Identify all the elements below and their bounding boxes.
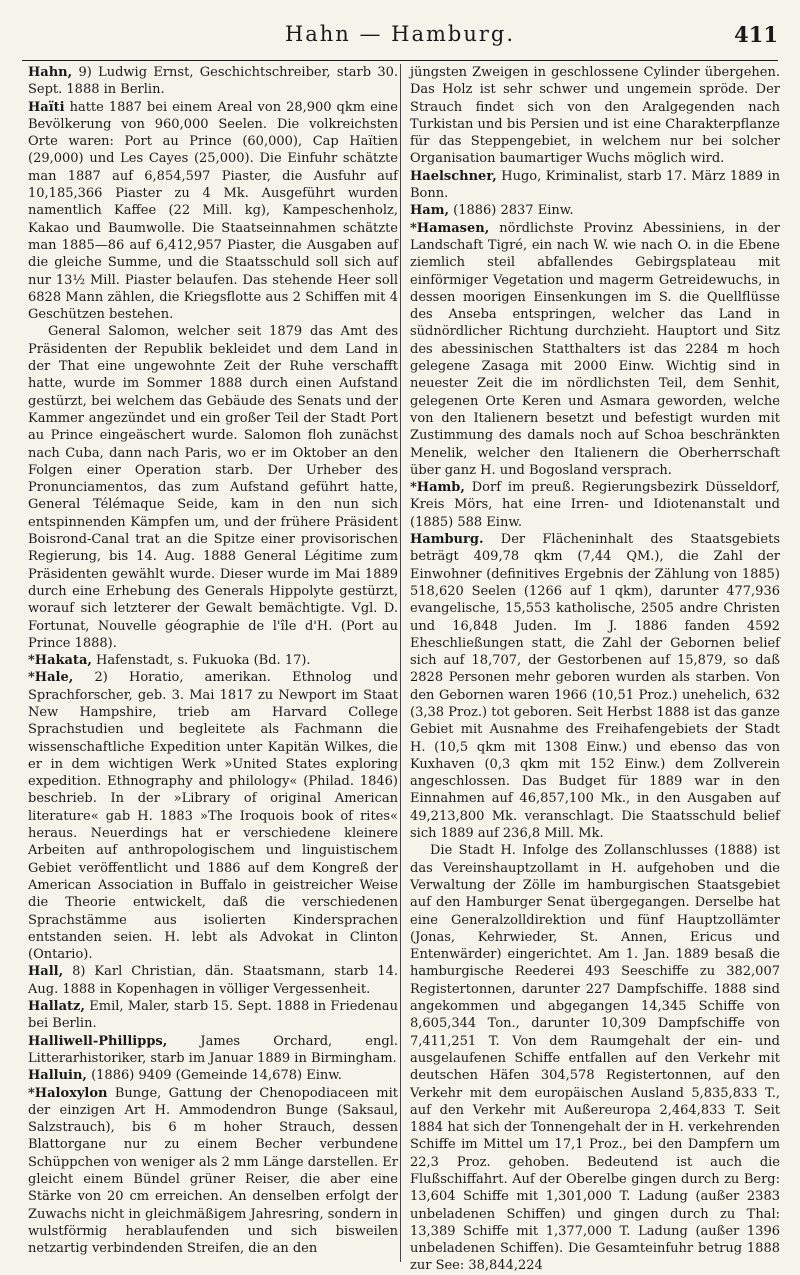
dictionary-entry bbox=[410, 531, 780, 842]
dictionary-entry bbox=[28, 963, 398, 998]
dictionary-entry bbox=[28, 652, 398, 669]
entry-text: hatte 1887 bei einem Areal von 28,900 qkm eine Bevölkerung von 960,000 Seelen. Die volkreichsten Orte waren: Port au Prince (60,000), Cap Haïtien (29,000) und Les Cayes (25,000). Die Einfuhr schätzte man 1887 auf 6,854,597 Piaster, die Ausfuhr auf 10,185,366 Piaster zu 4 Mk. Ausgeführt wurden namentlich Kaffee (22 Mill. kg), Kampeschenholz, Kakao und Baumwolle. Die Staatseinnahmen schätzte man 1885—86 auf 6,412,957 Piaster, die Ausgaben auf die gleiche Summe, und die Staatsschuld soll sich auf nur 13½ Mill. Piaster belaufen. Das stehende Heer soll 6828 Mann zählen, die Kriegsflotte aus 2 Schiffen mit 4 Geschützen bestehen. bbox=[28, 99, 398, 323]
dictionary-entry bbox=[410, 479, 780, 531]
entry-text: Der Flächeninhalt des Staatsgebiets beträgt 409,78 qkm (7,44 QM.), die Zahl der Einwohner (definitives Ergebnis der Zählung von 1885) 518,620 Seelen (1266 auf 1 qkm), darunter 477,936 evangelische, 15,553 katholische, 2505 andre Christen und 16,848 Juden. Im J. 1886 fanden 4592 Eheschließungen statt, die Zahl der Gebornen belief sich auf 18,707, der Gestorbenen auf 15,879, so daß 2828 Personen mehr geboren wurden als starben. Von den Gebornen waren 1966 (10,51 Proz.) unehelich, 632 (3,38 Proz.) tot geboren. Seit Herbst 1888 ist das ganze Gebiet mit Ausnahme des Freihafengebiets der Stadt H. (10,5 qkm mit 1308 Einw.) und ebenso das von Kuxhaven (0,3 qkm mit 152 Einw.) dem Zollverein angeschlossen. Das Budget für 1889 war in den Einnahmen auf 46,857,100 Mk., in den Ausgaben auf 49,213,800 Mk. veranschlagt. Die Staatsschuld belief sich 1889 auf 236,8 Mill. Mk. bbox=[410, 532, 780, 842]
dictionary-entry bbox=[28, 99, 398, 324]
entry-text: jüngsten Zweigen in geschlossene Cylinder übergehen. Das Holz ist sehr schwer und ungemein spröde. Der Strauch findet sich von den Aralgegenden nach Turkistan und bis Persien und ist eine Charakterpflanze für das Steppengebiet, in welchem nur bei solcher Organisation baumartiger Wuchs möglich wird. bbox=[410, 65, 780, 167]
dictionary-entry bbox=[28, 64, 398, 99]
dictionary-entry bbox=[28, 669, 398, 963]
header-rule bbox=[22, 60, 778, 61]
entry-headword: *Hale, bbox=[28, 670, 74, 686]
page-number: 411 bbox=[734, 22, 778, 47]
right-column bbox=[410, 64, 780, 1274]
entry-text: Dorf im preuß. Regierungsbezirk Düsseldorf, Kreis Mörs, hat eine Irren- und Idiotenanstalt und (1885) 588 Einw. bbox=[410, 480, 780, 530]
dictionary-entry bbox=[28, 1067, 398, 1084]
entry-headword: Haelschner, bbox=[410, 168, 497, 184]
entry-text: General Salomon, welcher seit 1879 das Amt des Präsidenten der Republik bekleidet und dem Land in der That eine ungewohnte Zeit der Ruhe verschafft hatte, wurde im Sommer 1888 durch einen Aufstand gestürzt, bei welchem das Gebäude des Senats und der Kammer angezündet und ein großer Teil der Stadt Port au Prince eingeäschert wurde. Salomon floh zunächst nach Cuba, dann nach Paris, wo er im Oktober an den Folgen einer Operation starb. Der Urheber des Pronunciamentos, das zum Aufstand geführt hatte, General Télémaque Seide, kam in den nun sich entspinnenden Kämpfen um, und der frühere Präsident Boisrond-Canal trat an die Spitze einer provisorischen Regierung, bis 14. Aug. 1888 General Légitime zum Präsidenten gewählt wurde. Dieser wurde im Mai 1889 durch eine Erhebung des Generals Hippolyte gestürzt, worauf sich letzterer der Gewalt bemächtigte. Vgl. D. Fortunat, Nouvelle géographie de l'île d'H. (Port au Prince 1888). bbox=[28, 324, 398, 651]
dictionary-entry bbox=[410, 220, 780, 479]
entry-text: James Orchard, engl. Litterarhistoriker, starb im Januar 1889 in Birmingham. bbox=[28, 1033, 398, 1066]
entry-text: (1886) 2837 Einw. bbox=[449, 203, 574, 219]
entry-headword: *Hamasen, bbox=[410, 220, 490, 236]
entry-headword: Halluin, bbox=[28, 1068, 87, 1084]
entry-text: nördlichste Provinz Abessiniens, in der Landschaft Tigré, ein nach W. wie nach O. in die Ebene ziemlich steil abfallendes Gebirgsplateau mit einförmiger Vegetation und magerm Getreidewuchs, in dessen moorigen Einsenkungen im S. die Quellflüsse des Anseba entspringen, welcher das Land in südnördlicher Richtung durchzieht. Hauptort und Sitz des abessinischen Statthalters ist das 2284 m hoch gelegene Zasaga mit 2000 Einw. Wichtig sind in neuester Zeit die im nördlichsten Teil, dem Senhit, gelegenen Orte Keren und Asmara geworden, welche von den Italienern besetzt und befestigt wurden mit Zustimmung des damals noch auf Schoa beschränkten Menelik, welcher den Italienern die Oberherrschaft über ganz H. und Bogosland versprach. bbox=[410, 220, 780, 478]
column-divider bbox=[400, 64, 401, 1262]
entry-headword: Halliwell-Phillipps, bbox=[28, 1033, 168, 1049]
dictionary-entry bbox=[410, 64, 780, 168]
entry-text: Die Stadt H. Infolge des Zollanschlusses (1888) ist das Vereinshauptzollamt in H. aufgehoben und die Verwaltung der Zölle im hamburgischen Staatsgebiet auf den Hamburger Senat übergegangen. Derselbe hat eine Generalzolldirektion und fünf Hauptzollämter (Jonas, Kehrwieder, St. Annen, Ericus und Entenwärder) eingerichtet. Am 1. Jan. 1889 besaß die hamburgische Reederei 493 Seeschiffe zu 382,007 Registertonnen, darunter 227 Dampfschiffe. 1888 sind angekommen und abgegangen 14,345 Schiffe von 8,605,344 Ton., darunter 10,309 Dampfschiffe von 7,411,251 T. Von dem Raumgehalt der ein- und ausgelaufenen Schiffe entfallen auf den Verkehr mit deutschen Häfen 304,578 Registertonnen, auf den Verkehr mit dem europäischen Ausland 5,835,833 T., auf den Verkehr mit Außereuropa 2,464,833 T. Seit 1884 hat sich der Tonnengehalt der in H. verkehrenden Schiffe im Mittel um 17,1 Proz., bei den Dampfern um 22,3 Proz. gehoben. Bedeutend ist auch die Flußschiffahrt. Auf der Oberelbe gingen durch zu Berg: 13,604 Schiffe mit 1,301,000 T. Ladung (außer 2383 unbeladenen Schiffen) und gingen durch zu Thal: 13,389 Schiffe mit 1,377,000 T. Ladung (außer 1396 unbeladenen Schiffen). Die Gesamteinfuhr betrug 1888 zur See: 38,844,224 bbox=[410, 843, 780, 1274]
entry-text: (1886) 9409 (Gemeinde 14,678) Einw. bbox=[86, 1068, 342, 1084]
entry-text: Bunge, Gattung der Chenopodiaceen mit der einzigen Art H. Ammodendron Bunge (Saksaul, Salzstrauch), bis 6 m hoher Strauch, dessen Blattorgane nur zu einem Becher verbundene Schüppchen von weniger als 2 mm Länge darstellen. Er gleicht einem Bündel grüner Reiser, die aber eine Stärke von 20 cm erreichen. An denselben erfolgt der Zuwachs nicht in gleichmäßigem Jahresring, sondern in wulstförmig herablaufenden und sich bisweilen netzartig verbindenden Streifen, die an den bbox=[28, 1085, 398, 1257]
entry-headword: Hall, bbox=[28, 964, 64, 980]
entry-text: 2) Horatio, amerikan. Ethnolog und Sprachforscher, geb. 3. Mai 1817 zu Newport im Staat New Hampshire, trieb am Harvard College Sprachstudien und begleitete als Fachmann die wissenschaftliche Expedition unter Kapitän Wilkes, die er in dem wichtigen Werk »United States exploring expedition. Ethnography and philology« (Philad. 1846) beschrieb. In der »Library of original American literature« gab H. 1883 »The Iroquois book of rites« heraus. Neuerdings hat er verschiedene kleinere Arbeiten auf anthropologischem und linguistischem Gebiet veröffentlicht und 1886 auf dem Kongreß der American Association in Buffalo in geistreicher Weise die Theorie entwickelt, daß die verschiedenen Sprachstämme aus isolierten Kindersprachen entstanden seien. H. lebt als Advokat in Clinton (Ontario). bbox=[28, 670, 398, 963]
dictionary-entry bbox=[28, 1033, 398, 1068]
entry-text: 8) Karl Christian, dän. Staatsmann, starb 14. Aug. 1888 in Kopenhagen in völliger Vergessenheit. bbox=[28, 964, 398, 997]
page-header bbox=[22, 22, 778, 56]
entry-headword: Hahn, bbox=[28, 65, 73, 80]
entry-text: Hafenstadt, s. Fukuoka (Bd. 17). bbox=[91, 653, 311, 669]
dictionary-entry bbox=[410, 202, 780, 219]
dictionary-entry bbox=[28, 1085, 398, 1258]
dictionary-entry bbox=[28, 323, 398, 652]
entry-headword: Hallatz, bbox=[28, 999, 85, 1015]
page-title: Hahn — Hamburg. bbox=[284, 22, 516, 46]
entry-headword: *Hakata, bbox=[28, 653, 92, 669]
entry-text: 9) Ludwig Ernst, Geschichtschreiber, starb 30. Sept. 1888 in Berlin. bbox=[28, 65, 398, 98]
dictionary-entry bbox=[410, 168, 780, 203]
entry-headword: *Haloxylon bbox=[28, 1085, 108, 1101]
dictionary-entry bbox=[410, 842, 780, 1274]
entry-text: Hugo, Kriminalist, starb 17. März 1889 in Bonn. bbox=[410, 168, 780, 202]
entry-headword: Ham, bbox=[410, 203, 449, 219]
dictionary-entry bbox=[28, 998, 398, 1033]
entry-headword: *Hamb, bbox=[410, 480, 465, 496]
entry-headword: Hamburg. bbox=[410, 532, 484, 548]
entry-text: Emil, Maler, starb 15. Sept. 1888 in Friedenau bei Berlin. bbox=[28, 999, 398, 1032]
left-column bbox=[28, 64, 398, 1262]
entry-headword: Haïti bbox=[28, 99, 65, 115]
